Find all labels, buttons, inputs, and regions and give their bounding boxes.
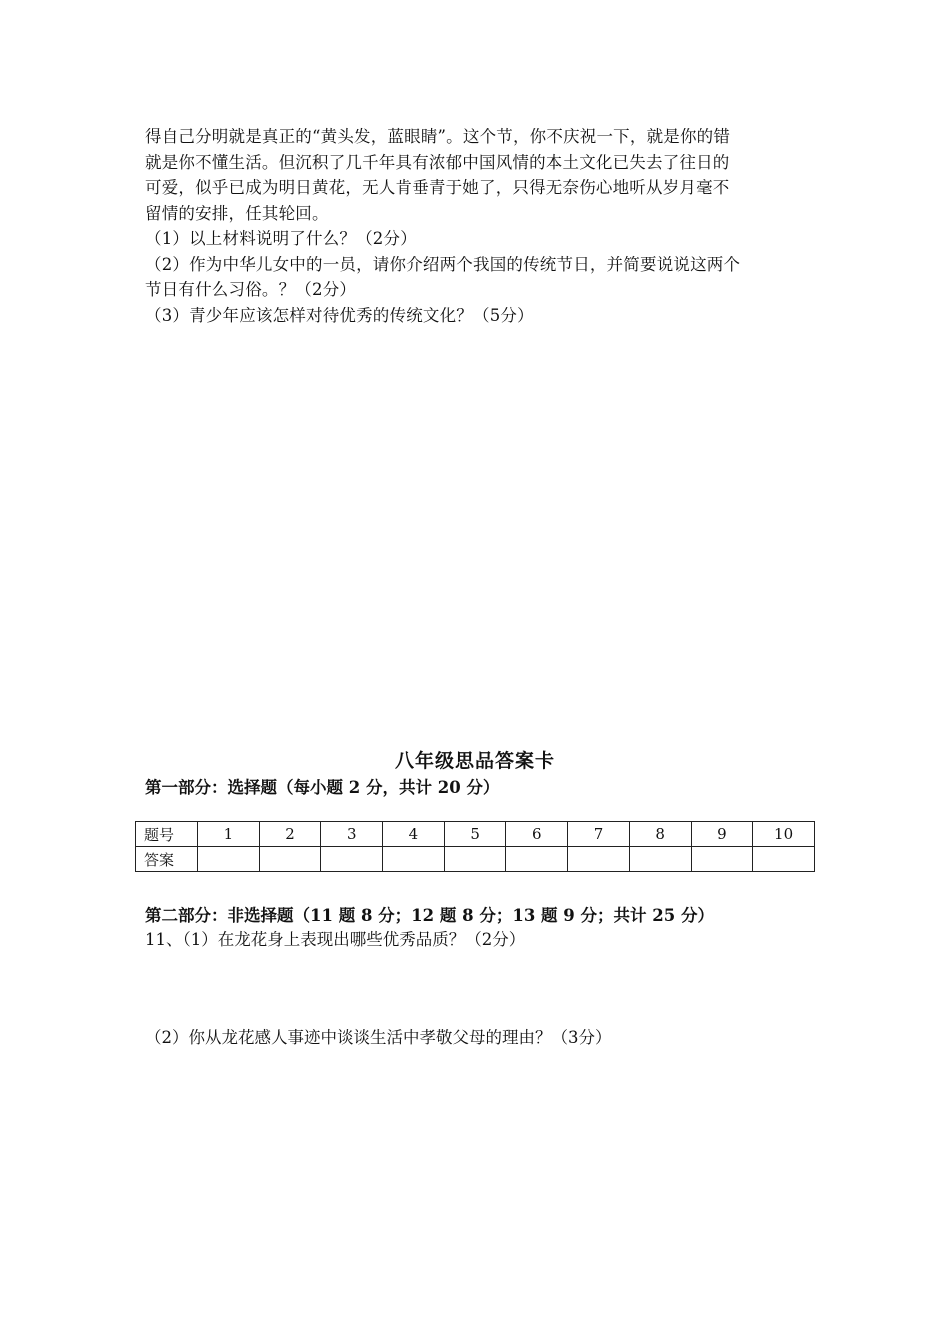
answer-card-title: 八年级思品答案卡 [394, 750, 555, 772]
reading-passage [145, 124, 810, 328]
question-3: （3）青少年应该怎样对待优秀的传统文化？（5分） [145, 305, 534, 325]
passage-line: 得自己分明就是真正的“黄头发，蓝眼睛”。这个节，你不庆祝一下，就是你的错 [145, 127, 731, 146]
question-2-line-2: 节日有什么习俗。？（2分） [145, 280, 357, 299]
question-number-cell: 2 [259, 822, 321, 847]
answer-cell[interactable] [383, 847, 445, 872]
answer-cell[interactable] [321, 847, 383, 872]
answer-cell[interactable] [444, 847, 506, 872]
part-two-heading: 第二部分：非选择题（11 题 8 分；12 题 8 分；13 题 9 分；共计 25 分） [145, 906, 714, 925]
question-number-cell: 1 [198, 822, 260, 847]
passage-line: 就是你不懂生活。但沉积了几千年具有浓郁中国风情的本土文化已失去了往日的 [145, 152, 730, 172]
row-label-number: 题号 [136, 822, 198, 847]
answer-cell[interactable] [259, 847, 321, 872]
question-11-part-2: （2）你从龙花感人事迹中谈谈生活中孝敬父母的理由？（3分） [145, 1028, 612, 1047]
question-number-cell: 5 [444, 822, 506, 847]
passage-line: 可爱，似乎已成为明日黄花，无人肯垂青于她了，只得无奈伤心地听从岁月毫不 [145, 178, 730, 197]
question-number-cell: 3 [321, 822, 383, 847]
answer-cell[interactable] [629, 847, 691, 872]
question-number-cell: 6 [506, 822, 568, 847]
question-number-cell: 4 [383, 822, 445, 847]
answer-cell[interactable] [753, 847, 815, 872]
part-one-heading: 第一部分：选择题（每小题 2 分，共计 20 分） [145, 778, 500, 797]
answer-cell[interactable] [691, 847, 753, 872]
question-1: （1）以上材料说明了什么？（2分） [145, 229, 417, 248]
question-number-cell: 7 [568, 822, 630, 847]
answer-cell[interactable] [198, 847, 260, 872]
answer-cell[interactable] [506, 847, 568, 872]
question-11-part-1: 11、（1）在龙花身上表现出哪些优秀品质？（2分） [145, 930, 526, 949]
question-number-cell: 9 [691, 822, 753, 847]
question-number-cell: 10 [753, 822, 815, 847]
answer-row [136, 847, 815, 872]
question-number-row [136, 822, 815, 847]
question-2-line-1: （2）作为中华儿女中的一员，请你介绍两个我国的传统节日，并简要说说这两个 [145, 254, 741, 274]
answer-cell[interactable] [568, 847, 630, 872]
answer-table [135, 821, 815, 872]
passage-line: 留情的安排，任其轮回。 [145, 203, 329, 223]
row-label-answer: 答案 [136, 847, 198, 872]
question-number-cell: 8 [629, 822, 691, 847]
